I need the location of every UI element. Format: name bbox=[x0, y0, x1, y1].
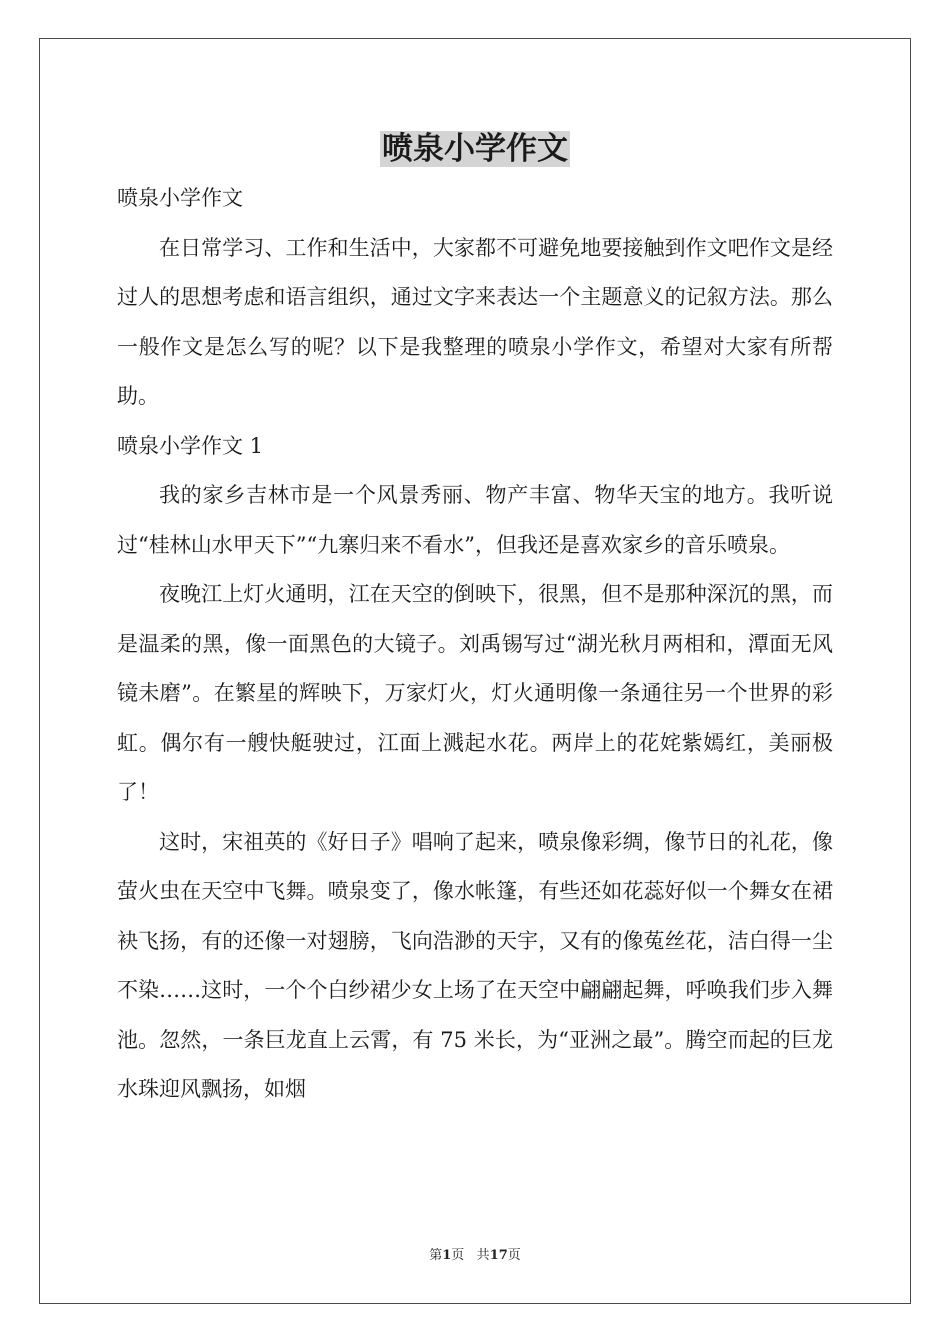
document-body bbox=[117, 174, 833, 1115]
page-footer bbox=[0, 1246, 950, 1266]
section-heading: 喷泉小学作文 1 bbox=[117, 433, 264, 458]
document-title bbox=[0, 128, 950, 170]
subtitle-paragraph: 喷泉小学作文 bbox=[117, 186, 243, 210]
body-paragraph: 我的家乡吉林市是一个风景秀丽、物产丰富、物华天宝的地方。我听说过“桂林山水甲天下”“九寨归来不看水”，但我还是喜欢家乡的音乐喷泉。 bbox=[117, 483, 833, 557]
footer-total-unit: 页 bbox=[507, 1248, 521, 1263]
footer-total-pages: 17 bbox=[489, 1248, 508, 1263]
footer-page-number: 1 bbox=[442, 1248, 452, 1263]
body-paragraph: 夜晚江上灯火通明，江在天空的倒映下，很黑，但不是那种深沉的黑，而是温柔的黑，像一面黑色的大镜子。刘禹锡写过“湖光秋月两相和，潭面无风镜未磨”。在繁星的辉映下，万家灯火，灯火通明像一条通往另一个世界的彩虹。偶尔有一艘快艇驶过，江面上溅起水花。两岸上的花姹紫嫣红，美丽极了！ bbox=[117, 582, 833, 804]
footer-page-unit: 页 bbox=[451, 1248, 465, 1263]
footer-total-prefix: 共 bbox=[476, 1248, 490, 1263]
intro-paragraph: 在日常学习、工作和生活中，大家都不可避免地要接触到作文吧作文是经过人的思想考虑和语言组织，通过文字来表达一个主题意义的记叙方法。那么一般作文是怎么写的呢？以下是我整理的喷泉小学作文，希望对大家有所帮助。 bbox=[117, 235, 833, 408]
footer-prefix: 第 bbox=[429, 1248, 443, 1263]
document-title-text: 喷泉小学作文 bbox=[382, 131, 568, 167]
body-paragraph: 这时，宋祖英的《好日子》唱响了起来，喷泉像彩绸，像节日的礼花，像萤火虫在天空中飞舞。喷泉变了，像水帐篷，有些还如花蕊好似一个舞女在裙袂飞扬，有的还像一对翅膀，飞向浩渺的天宇，又有的像菟丝花，洁白得一尘不染……这时，一个个白纱裙少女上场了在天空中翩翩起舞，呼唤我们步入舞池。忽然，一条巨龙直上云霄，有 75 米长，为“亚洲之最”。腾空而起的巨龙水珠迎风飘扬，如烟 bbox=[117, 829, 833, 1101]
